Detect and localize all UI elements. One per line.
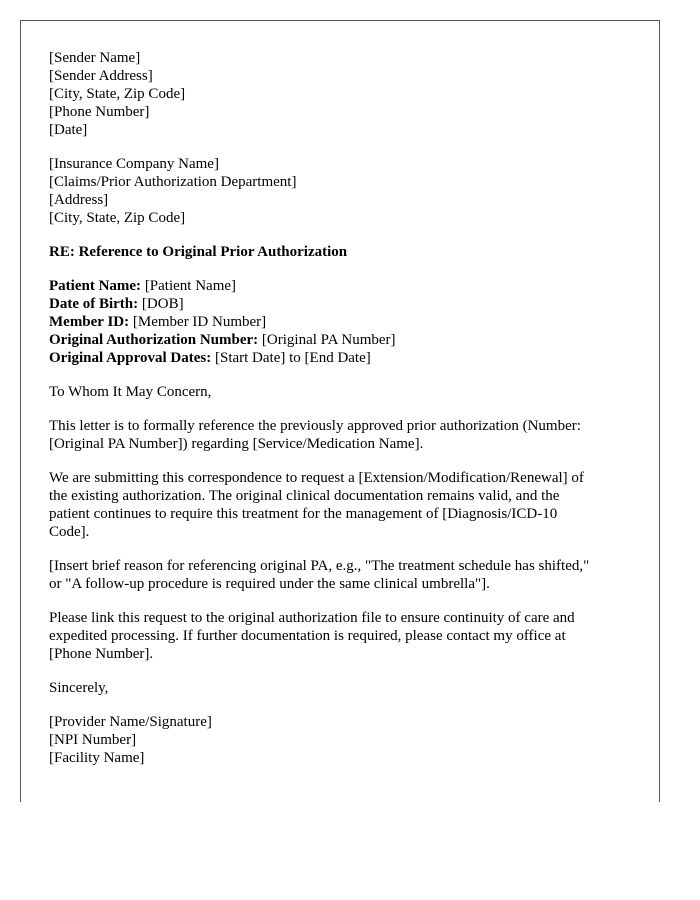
paragraph-line: patient continues to require this treatment for the management of [Diagnosis/ICD-10 bbox=[49, 506, 558, 522]
subject-block bbox=[49, 243, 629, 261]
paragraph-line: or "A follow-up procedure is required under the same clinical umbrella"]. bbox=[49, 576, 490, 592]
paragraph-4 bbox=[49, 609, 629, 663]
paragraph-1 bbox=[49, 417, 629, 453]
approval-dates-value: [Start Date] to [End Date] bbox=[214, 350, 371, 366]
letter-page bbox=[20, 20, 660, 802]
approval-dates-row bbox=[49, 349, 629, 367]
dob-row bbox=[49, 295, 629, 313]
patient-name-label: Patient Name: bbox=[49, 278, 142, 294]
sender-phone: [Phone Number] bbox=[49, 104, 150, 120]
signature-npi: [NPI Number] bbox=[49, 732, 137, 748]
recipient-department: [Claims/Prior Authorization Department] bbox=[49, 174, 297, 190]
salutation-block bbox=[49, 383, 629, 401]
patient-name-value: [Patient Name] bbox=[144, 278, 237, 294]
subject-line: RE: Reference to Original Prior Authorization bbox=[49, 244, 348, 260]
paragraph-line: expedited processing. If further documentation is required, please contact my office at bbox=[49, 628, 566, 644]
recipient-city: [City, State, Zip Code] bbox=[49, 210, 186, 226]
auth-number-row bbox=[49, 331, 629, 349]
paragraph-line: This letter is to formally reference the previously approved prior authorization (Number: bbox=[49, 418, 581, 434]
salutation: To Whom It May Concern, bbox=[49, 384, 212, 400]
member-id-value: [Member ID Number] bbox=[132, 314, 267, 330]
paragraph-line: Please link this request to the original authorization file to ensure continuity of care and bbox=[49, 610, 575, 626]
auth-number-value: [Original PA Number] bbox=[261, 332, 396, 348]
patient-name-row bbox=[49, 277, 629, 295]
paragraph-3 bbox=[49, 557, 629, 593]
paragraph-2 bbox=[49, 469, 629, 541]
paragraph-line: [Original PA Number]) regarding [Service/Medication Name]. bbox=[49, 436, 424, 452]
letter-content bbox=[49, 49, 629, 783]
auth-number-label: Original Authorization Number: bbox=[49, 332, 259, 348]
paragraph-line: [Insert brief reason for referencing original PA, e.g., "The treatment schedule has shifted," bbox=[49, 558, 590, 574]
paragraph-line: [Phone Number]. bbox=[49, 646, 154, 662]
recipient-address: [Address] bbox=[49, 192, 109, 208]
member-id-row bbox=[49, 313, 629, 331]
signature-name: [Provider Name/Signature] bbox=[49, 714, 212, 730]
sender-address: [Sender Address] bbox=[49, 68, 153, 84]
paragraph-line: the existing authorization. The original clinical documentation remains valid, and the bbox=[49, 488, 560, 504]
patient-info-block bbox=[49, 277, 629, 367]
recipient-company: [Insurance Company Name] bbox=[49, 156, 219, 172]
sender-block bbox=[49, 49, 629, 139]
member-id-label: Member ID: bbox=[49, 314, 130, 330]
signature-block bbox=[49, 713, 629, 767]
closing-block bbox=[49, 679, 629, 697]
paragraph-line: Code]. bbox=[49, 524, 90, 540]
sender-name: [Sender Name] bbox=[49, 50, 141, 66]
paragraph-line: We are submitting this correspondence to request a [Extension/Modification/Renewal] of bbox=[49, 470, 584, 486]
recipient-block bbox=[49, 155, 629, 227]
closing: Sincerely, bbox=[49, 680, 109, 696]
sender-city: [City, State, Zip Code] bbox=[49, 86, 186, 102]
dob-value: [DOB] bbox=[141, 296, 184, 312]
sender-date: [Date] bbox=[49, 122, 88, 138]
signature-facility: [Facility Name] bbox=[49, 750, 145, 766]
dob-label: Date of Birth: bbox=[49, 296, 139, 312]
approval-dates-label: Original Approval Dates: bbox=[49, 350, 212, 366]
